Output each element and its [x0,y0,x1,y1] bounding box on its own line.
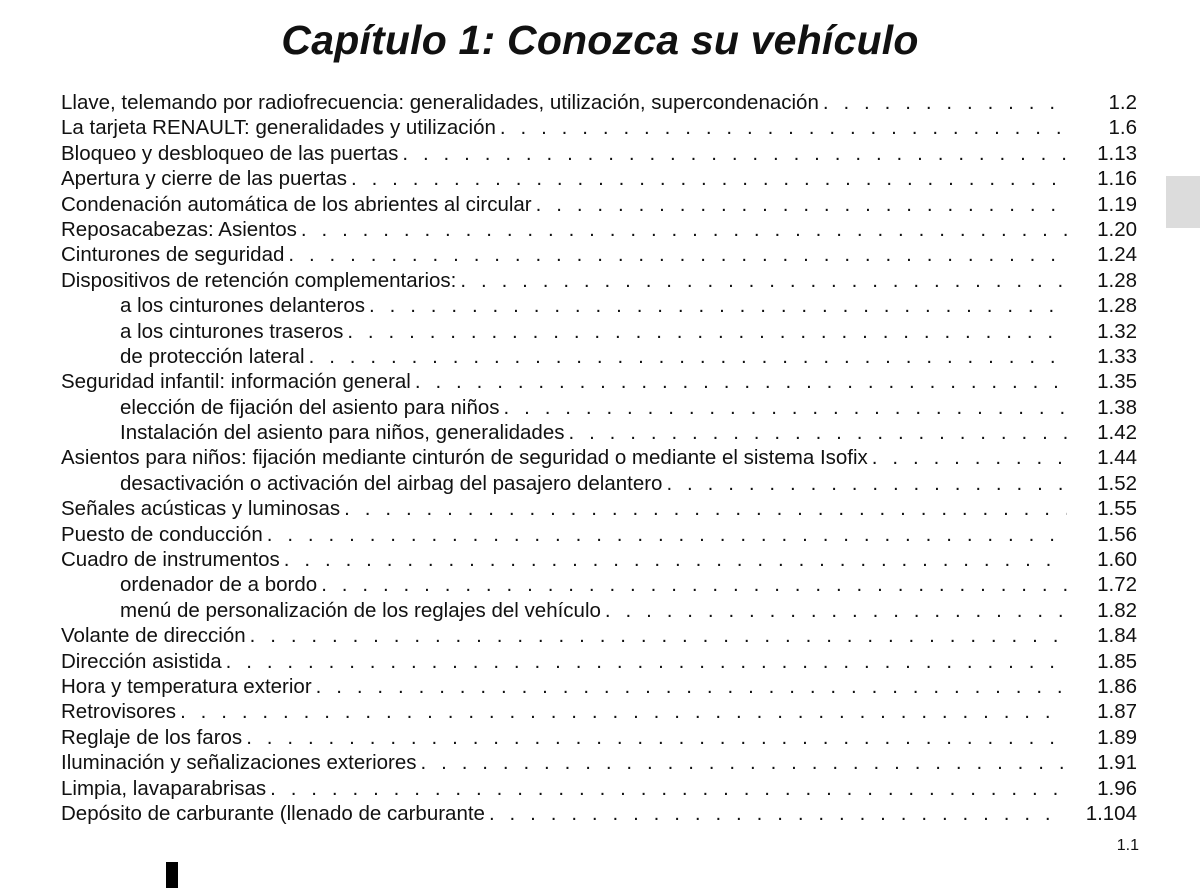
toc-entry-page: 1.24 [1097,243,1137,267]
toc-entry[interactable] [61,420,1137,445]
toc-entry-page: 1.13 [1097,141,1137,165]
toc-entry-page: 1.91 [1097,751,1137,775]
toc-entry[interactable] [61,293,1137,318]
dot-leader [823,90,1067,115]
toc-entry-label: Condenación automática de los abrientes al circular [61,192,532,216]
toc-entry-page: 1.35 [1097,370,1137,394]
toc-entry-page: 1.32 [1097,319,1137,343]
toc-entry[interactable] [61,242,1137,267]
toc-entry-page: 1.86 [1097,674,1137,698]
toc-entry-label: Instalación del asiento para niños, generalidades [120,421,565,445]
toc-entry-label: Volante de dirección [61,624,246,648]
dot-leader [309,344,1067,369]
toc-entry-page: 1.42 [1097,421,1137,445]
toc-entry[interactable] [61,268,1137,293]
toc-entry[interactable] [61,801,1137,826]
toc-entry[interactable] [61,141,1137,166]
toc-entry-page: 1.28 [1097,294,1137,318]
toc-entry-label: Llave, telemando por radiofrecuencia: generalidades, utilización, supercondenación [61,91,819,114]
toc-entry-page: 1.44 [1097,446,1137,470]
toc-entry-label: Dispositivos de retención complementarios: [61,268,457,292]
toc-entry-page: 1.89 [1097,725,1137,749]
toc-entry-label: a los cinturones delanteros [120,294,366,318]
toc-entry-page: 1.28 [1097,268,1137,292]
chapter-side-tab [1166,176,1200,228]
toc-entry[interactable] [61,674,1137,699]
toc-entry-page: 1.33 [1097,344,1137,368]
toc-entry[interactable] [61,471,1137,496]
dot-leader [250,623,1067,648]
dot-leader [267,522,1067,547]
toc-entry-label: Señales acústicas y luminosas [61,497,341,521]
dot-leader [347,319,1067,344]
dot-leader [460,268,1067,293]
toc-entry-label: Asientos para niños: fijación mediante cinturón de seguridad o mediante el sistema Isofix [61,446,868,470]
toc-entry-label: Apertura y cierre de las puertas [61,167,347,191]
dot-leader [568,420,1067,445]
toc-entry-page: 1.87 [1097,700,1137,724]
toc-entry-page: 1.16 [1097,167,1137,191]
toc-entry-label: desactivación o activación del airbag del pasajero delantero [120,471,663,495]
dot-leader [344,496,1067,521]
toc-entry-label: La tarjeta RENAULT: generalidades y utilización [61,116,496,140]
dot-leader [316,674,1067,699]
dot-leader [489,801,1056,826]
dot-leader [536,192,1067,217]
toc-entry-page: 1.96 [1097,776,1137,800]
toc-entry-label: Reglaje de los faros [61,725,243,749]
dot-leader [284,547,1067,572]
toc-entry[interactable] [61,776,1137,801]
toc-entry-page: 1.82 [1097,598,1137,622]
toc-entry[interactable] [61,725,1137,750]
chapter-title: Capítulo 1: Conozca su vehículo [281,17,919,63]
toc-entry-label: de protección lateral [120,344,305,368]
toc-entry-label: Seguridad infantil: información general [61,370,411,394]
toc-entry-label: elección de fijación del asiento para niños [120,395,500,419]
dot-leader [321,572,1067,597]
toc-entry-page: 1.60 [1097,548,1137,572]
toc-entry-label: Iluminación y señalizaciones exteriores [61,751,417,775]
dot-leader [504,395,1067,420]
toc-entry-label: a los cinturones traseros [120,319,344,343]
dot-leader [246,725,1067,750]
toc-entry[interactable] [61,395,1137,420]
dot-leader [270,776,1067,801]
toc-entry[interactable] [61,750,1137,775]
toc-entry-label: Bloqueo y desbloqueo de las puertas [61,141,399,165]
dot-leader [301,217,1067,242]
toc-entry[interactable] [61,547,1137,572]
toc-entry-label: Puesto de conducción [61,522,263,546]
toc-entry-label: Retrovisores [61,700,177,724]
toc-entry-label: Limpia, lavaparabrisas [61,776,267,800]
toc-entry[interactable] [61,90,1137,115]
toc-entry-page: 1.56 [1097,522,1137,546]
toc-entry[interactable] [61,217,1137,242]
crop-mark [166,862,178,888]
toc-entry-label: Cuadro de instrumentos [61,548,280,572]
toc-entry-page: 1.72 [1097,573,1137,597]
toc-entry[interactable] [61,522,1137,547]
toc-entry[interactable] [61,445,1137,470]
dot-leader [180,699,1067,724]
table-of-contents [61,90,1137,826]
toc-entry[interactable] [61,496,1137,521]
toc-entry-label: Reposacabezas: Asientos [61,217,297,241]
toc-entry-page: 1.2 [1108,91,1137,114]
toc-entry-label: menú de personalización de los reglajes del vehículo [120,598,601,622]
toc-entry-page: 1.104 [1085,801,1137,825]
dot-leader [288,242,1067,267]
toc-entry-page: 1.84 [1097,624,1137,648]
toc-entry[interactable] [61,623,1137,648]
toc-entry-label: ordenador de a bordo [120,573,318,597]
toc-entry-page: 1.19 [1097,192,1137,216]
toc-entry-page: 1.85 [1097,649,1137,673]
toc-entry-page: 1.20 [1097,217,1137,241]
toc-entry[interactable] [61,369,1137,394]
dot-leader [369,293,1067,318]
dot-leader [415,369,1067,394]
toc-entry-label: Dirección asistida [61,649,222,673]
toc-entry-page: 1.38 [1097,395,1137,419]
dot-leader [872,445,1067,470]
toc-entry[interactable] [61,598,1137,623]
toc-entry[interactable] [61,166,1137,191]
toc-entry-page: 1.52 [1097,471,1137,495]
toc-entry-label: Hora y temperatura exterior [61,674,312,698]
toc-entry[interactable] [61,115,1137,140]
page-number: 1.1 [1116,837,1139,854]
dot-leader [402,141,1067,166]
toc-entry[interactable] [61,344,1137,369]
dot-leader [605,598,1067,623]
dot-leader [421,750,1067,775]
toc-entry[interactable] [61,572,1137,597]
dot-leader [351,166,1067,191]
dot-leader [666,471,1067,496]
dot-leader [500,115,1067,140]
toc-entry[interactable] [61,649,1137,674]
toc-entry-label: Depósito de carburante (llenado de carburante [61,801,485,825]
toc-entry[interactable] [61,319,1137,344]
toc-entry-page: 1.6 [1108,116,1137,140]
dot-leader [226,649,1067,674]
toc-entry[interactable] [61,699,1137,724]
toc-entry-page: 1.55 [1097,497,1137,521]
toc-entry[interactable] [61,192,1137,217]
toc-entry-label: Cinturones de seguridad [61,243,285,267]
